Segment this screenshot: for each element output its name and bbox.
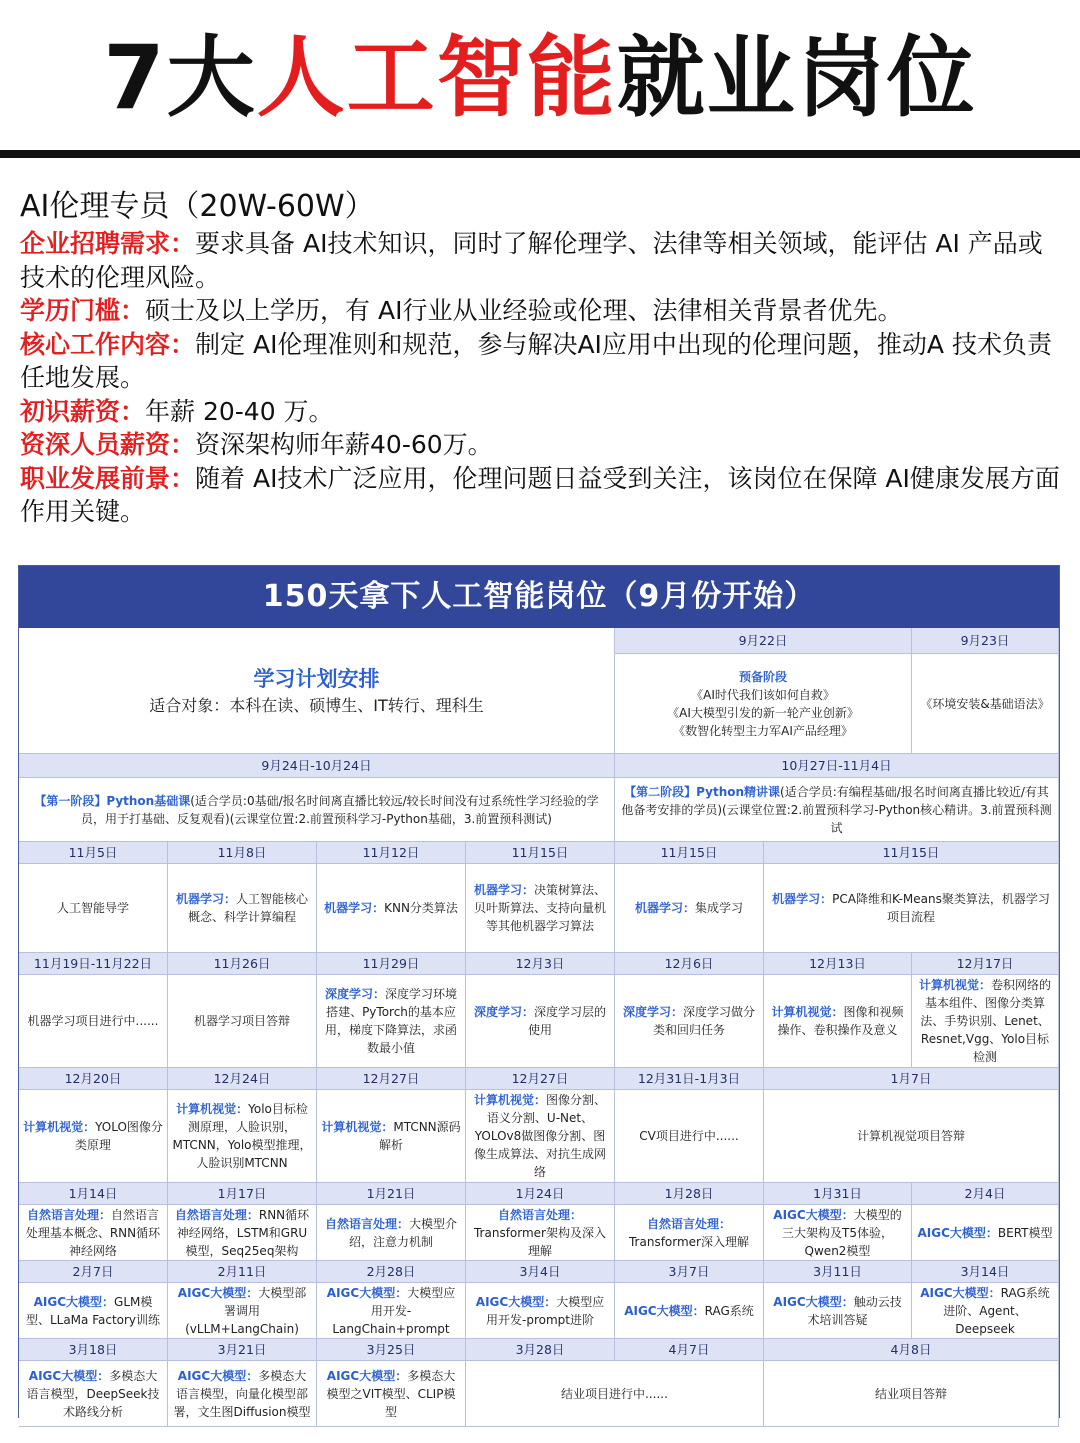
plan-title: 学习计划安排: [253, 666, 380, 691]
date-header: 1月24日: [466, 1183, 615, 1205]
date-header: 12月31日-1月3日: [615, 1068, 764, 1090]
date-header: 3月18日: [19, 1339, 168, 1361]
course-topic: AIGC大模型：: [33, 1294, 115, 1309]
course-cell: [466, 975, 615, 1068]
course-cell: [19, 864, 168, 953]
course-detail: 计算机视觉项目答辩: [856, 1129, 965, 1143]
course-detail: 机器学习项目进行中......: [27, 1014, 159, 1028]
date-header: 4月8日: [764, 1339, 1059, 1361]
course-topic: 计算机视觉：: [23, 1120, 96, 1134]
course-detail: 多模态大模型之VIT模型、CLIP模型: [326, 1368, 456, 1419]
date-header: 4月7日: [615, 1339, 764, 1361]
course-cell: [764, 975, 912, 1068]
course-detail: Transformer架构及深入理解: [473, 1225, 606, 1258]
course-cell: [912, 975, 1059, 1068]
course-detail: 深度学习层的使用: [527, 1005, 607, 1037]
course-topic: 机器学习：: [175, 892, 236, 906]
date-header: 10月27日-11月4日: [615, 754, 1059, 778]
course-topic: 计算机视觉：: [321, 1120, 394, 1134]
course-cell: [317, 864, 466, 953]
date-header: 12月17日: [912, 953, 1059, 975]
job-item: 学历门槛：硕士及以上学历，有 AI行业从业经验或伦理、法律相关背景者优先。: [20, 296, 903, 325]
course-cell: [466, 1090, 615, 1183]
course-cell: [168, 1090, 317, 1183]
course-topic: AIGC大模型：: [475, 1294, 557, 1309]
course-detail: 卷积网络的基本组件、图像分类算法、手势识别、Lenet、Resnet,Vgg、Yolo目标检测: [920, 978, 1052, 1064]
date-header: 12月20日: [19, 1068, 168, 1090]
course-topic: 计算机视觉：: [176, 1102, 249, 1116]
course-topic: 机器学习：: [634, 901, 695, 915]
course-topic: 深度学习：: [622, 1005, 683, 1019]
course-topic: 深度学习：: [473, 1005, 534, 1019]
course-detail: GLM模型、LLaMa Factory训练: [25, 1294, 161, 1327]
date-header: 11月29日: [317, 953, 466, 975]
date-header: 9月23日: [912, 628, 1059, 654]
date-header: 12月13日: [764, 953, 912, 975]
course-detail: 深度学习环境搭建、PyTorch的基本应用，梯度下降算法，求函数最小值: [324, 987, 458, 1055]
date-header: 12月3日: [466, 953, 615, 975]
course-topic: AIGC大模型：: [326, 1368, 408, 1383]
job-item: 初识薪资：年薪 20-40 万。: [20, 396, 334, 426]
course-topic: AIGC大模型：: [920, 1285, 1001, 1300]
course-topic: 深度学习：: [324, 987, 385, 1001]
course-detail: 机器学习项目答辩: [193, 1014, 290, 1028]
course-topic: AIGC大模型：: [773, 1294, 854, 1309]
date-header: 3月11日: [764, 1261, 912, 1283]
course-cell: [764, 864, 1059, 953]
phase-one: 【第一阶段】Python基础课(适合学员:0基础/报名时间离直播比较远/较长时间没有过系统性学习经验的学员，用于打基础、反复观看)(云课堂位置:2.前置预科学习-Python基础，3.前置预科测试): [19, 778, 615, 842]
title-divider: [0, 150, 1080, 158]
course-topic: 自然语言处理：: [497, 1207, 582, 1222]
course-detail: 大模型部署调用(vLLM+LangChain): [185, 1285, 307, 1336]
date-header: 3月21日: [168, 1339, 317, 1361]
course-topic: AIGC大模型：: [773, 1207, 854, 1222]
prep-course: 《AI大模型引发的新一轮产业创新》: [667, 705, 859, 720]
course-topic: AIGC大模型：: [28, 1368, 110, 1383]
course-topic: 自然语言处理：: [646, 1216, 731, 1231]
schedule-table: [18, 565, 1060, 1418]
job-description: [20, 186, 1065, 529]
course-detail: 自然语言处理基本概念、RNN循环神经网络: [25, 1207, 161, 1258]
course-detail: 结业项目进行中......: [561, 1386, 668, 1401]
date-header: 3月7日: [615, 1261, 764, 1283]
course-detail: 决策树算法、贝叶斯算法、支持向量机等其他机器学习算法: [473, 883, 607, 933]
course-cell: [168, 1205, 317, 1261]
date-header: 12月27日: [317, 1068, 466, 1090]
date-header: 9月24日-10月24日: [19, 754, 615, 778]
course-topic: AIGC大模型：: [917, 1225, 998, 1240]
course-topic: AIGC大模型：: [624, 1303, 705, 1318]
date-header: 11月15日: [615, 842, 764, 864]
course-topic: 自然语言处理：: [26, 1207, 111, 1222]
course-cell: [168, 864, 317, 953]
course-detail: Yolo目标检测原理，人脸识别，MTCNN，Yolo模型推理，人脸识别MTCNN: [172, 1102, 312, 1170]
course-cell: [168, 975, 317, 1068]
prep-course: 《数智化转型主力军AI产品经理》: [673, 723, 853, 738]
job-item: 企业招聘需求：要求具备 AI技术知识，同时了解伦理学、法律等相关领域，能评估 AI 产品或技术的伦理风险。: [20, 229, 1043, 292]
course-cell: [19, 1361, 168, 1427]
course-cell: [168, 1283, 317, 1339]
course-cell: [615, 864, 764, 953]
course-cell: [615, 975, 764, 1068]
course-detail: 多模态大语言模型，DeepSeek技术路线分析: [26, 1368, 160, 1419]
date-header: 12月27日: [466, 1068, 615, 1090]
course-detail: 大模型介绍，注意力机制: [348, 1216, 458, 1249]
course-detail: BERT模型: [997, 1225, 1053, 1240]
phase-label: 【第一阶段】Python基础课: [34, 793, 191, 808]
job-item: 资深人员薪资：资深架构师年薪40-60万。: [20, 430, 493, 459]
course-cell: [466, 864, 615, 953]
job-item: 职业发展前景：随着 AI技术广泛应用，伦理问题日益受到关注，该岗位在保障 AI健康发展方面作用关键。: [20, 463, 1060, 526]
date-header: 3月25日: [317, 1339, 466, 1361]
date-header: 1月28日: [615, 1183, 764, 1205]
course-cell: [19, 1205, 168, 1261]
date-header: 2月28日: [317, 1261, 466, 1283]
course-detail: 人工智能导学: [56, 901, 129, 915]
course-topic: 机器学习：: [324, 901, 385, 915]
phase-two: 【第二阶段】Python精讲课(适合学员:有编程基础/报名时间离直播比较近/有其他备考安排的学员)(云课堂位置:2.前置预科学习-Python核心精讲。3.前置预科测试: [615, 778, 1059, 842]
job-item: 核心工作内容：制定 AI伦理准则和规范，参与解决AI应用中出现的伦理问题，推动A 技术负责任地发展。: [20, 329, 1052, 392]
course-detail: MTCNN源码解析: [378, 1120, 461, 1152]
course-cell: [764, 1090, 1059, 1183]
prep-stage: [615, 654, 912, 754]
course-detail: 深度学习做分类和回归任务: [652, 1005, 756, 1037]
course-cell: [19, 975, 168, 1068]
course-topic: 机器学习：: [772, 892, 833, 906]
course-cell: [912, 1205, 1059, 1261]
course-cell: [168, 1361, 317, 1427]
prep-course: 《AI时代我们该如何自救》: [691, 687, 835, 702]
course-cell: [764, 1361, 1059, 1427]
course-topic: 计算机视觉：: [918, 978, 991, 992]
phase-label: 【第二阶段】Python精讲课: [624, 784, 781, 799]
page-title: 7大人工智能就业岗位: [103, 26, 977, 129]
date-header: 1月7日: [764, 1068, 1059, 1090]
plan-intro: [19, 628, 615, 754]
course-topic: 计算机视觉：: [771, 1005, 844, 1019]
course-cell: [317, 975, 466, 1068]
course-detail: KNN分类算法: [384, 901, 458, 915]
prep-stage-label: 预备阶段: [738, 669, 787, 684]
date-header: 1月14日: [19, 1183, 168, 1205]
course-detail: CV项目进行中......: [639, 1129, 739, 1143]
course-cell: [764, 1205, 912, 1261]
course-cell: [466, 1283, 615, 1339]
course-cell: [615, 1205, 764, 1261]
date-header: 11月15日: [466, 842, 615, 864]
course-detail: 大模型应用开发-LangChain+prompt: [332, 1285, 456, 1336]
course-detail: 集成学习: [695, 901, 744, 915]
date-header: 11月12日: [317, 842, 466, 864]
date-header: 12月6日: [615, 953, 764, 975]
course-cell: [317, 1283, 466, 1339]
course-topic: 机器学习：: [473, 883, 534, 897]
course-detail: RAG系统: [704, 1303, 754, 1318]
date-header: 9月22日: [615, 628, 912, 654]
course-cell: [466, 1205, 615, 1261]
date-header: 3月4日: [466, 1261, 615, 1283]
date-header: 11月8日: [168, 842, 317, 864]
job-title: AI伦理专员（20W-60W）: [20, 189, 375, 224]
course-detail: PCA降维和K-Means聚类算法，机器学习项目流程: [832, 892, 1050, 924]
date-header: 2月11日: [168, 1261, 317, 1283]
course-topic: 自然语言处理：: [174, 1207, 259, 1222]
course-detail: 大模型的三大架构及T5体验，Qwen2模型: [782, 1207, 902, 1258]
course-topic: AIGC大模型：: [177, 1285, 259, 1300]
course-cell: [19, 1090, 168, 1183]
course-detail: 触动云技术培训答疑: [807, 1294, 902, 1327]
course-detail: 结业项目答辩: [874, 1386, 947, 1401]
course-topic: AIGC大模型：: [177, 1368, 259, 1383]
course-detail: YOLO图像分类原理: [74, 1120, 163, 1152]
date-header: 3月28日: [466, 1339, 615, 1361]
course-cell: [317, 1361, 466, 1427]
course-topic: 计算机视觉：: [473, 1093, 546, 1107]
course-detail: 图像分割、语义分割、U-Net、YOLOv8做图像分割、图像生成算法、对抗生成网络: [473, 1093, 607, 1179]
date-header: 2月4日: [912, 1183, 1059, 1205]
date-header: 2月7日: [19, 1261, 168, 1283]
course-detail: RNN循环神经网络，LSTM和GRU模型，Seq25eq架构: [176, 1207, 310, 1258]
course-cell: [317, 1205, 466, 1261]
date-header: 12月24日: [168, 1068, 317, 1090]
schedule-heading: 150天拿下人工智能岗位（9月份开始）: [19, 566, 1059, 628]
course-cell: [317, 1090, 466, 1183]
course-cell: [764, 1283, 912, 1339]
course-cell: [466, 1361, 764, 1427]
date-header: 1月21日: [317, 1183, 466, 1205]
course-detail: RAG系统进阶、Agent、Deepseek: [943, 1285, 1050, 1336]
date-header: 11月5日: [19, 842, 168, 864]
course-detail: 多模态大语言模型，向量化模型部署，文生图Diffusion模型: [173, 1368, 311, 1419]
course-topic: AIGC大模型：: [326, 1285, 408, 1300]
course-topic: 自然语言处理：: [324, 1216, 409, 1231]
course-detail: Transformer深入理解: [628, 1234, 749, 1249]
plan-subtitle: 适合对象：本科在读、硕博生、IT转行、理科生: [149, 695, 484, 715]
course-detail: 图像和视频操作、卷积操作及意义: [777, 1005, 904, 1037]
date-header: 1月17日: [168, 1183, 317, 1205]
date-header: 11月19日-11月22日: [19, 953, 168, 975]
course-cell: [615, 1090, 764, 1183]
date-header: 1月31日: [764, 1183, 912, 1205]
course-detail: 人工智能核心概念、科学计算编程: [187, 892, 309, 924]
course-cell: [19, 1283, 168, 1339]
date-header: 3月14日: [912, 1261, 1059, 1283]
env-setup: 《环境安装&基础语法》: [912, 654, 1059, 754]
date-header: 11月26日: [168, 953, 317, 975]
course-cell: [912, 1283, 1059, 1339]
date-header: 11月15日: [764, 842, 1059, 864]
course-cell: [615, 1283, 764, 1339]
course-detail: 大模型应用开发-prompt进阶: [486, 1294, 605, 1327]
